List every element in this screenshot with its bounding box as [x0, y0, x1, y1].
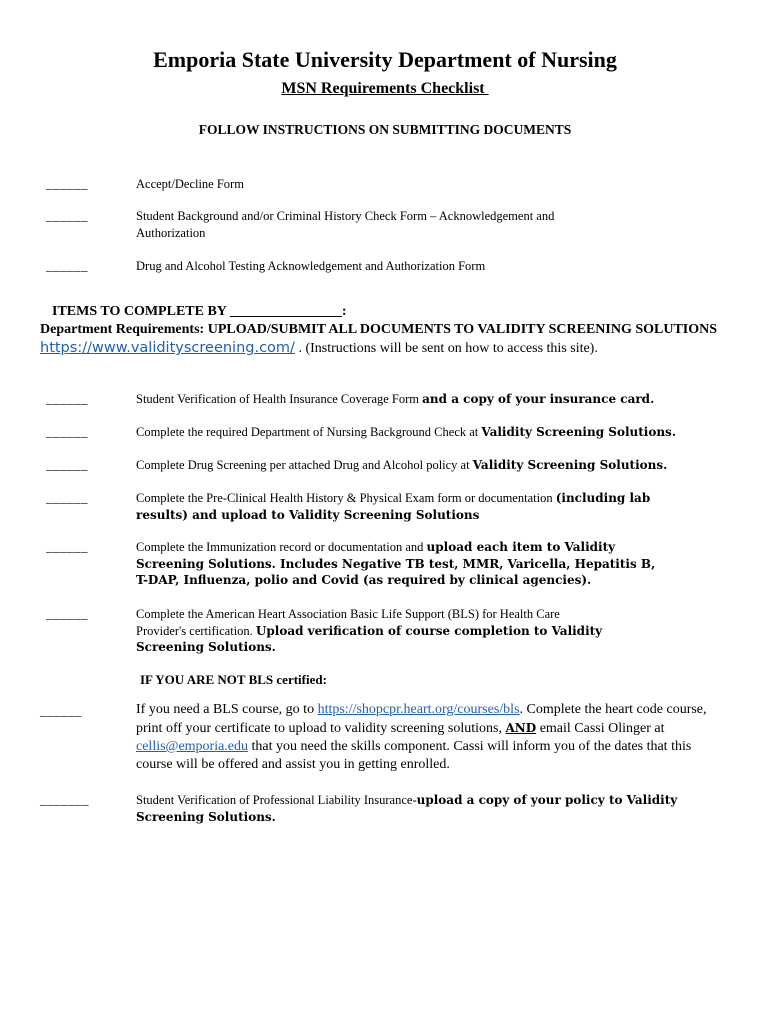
item-text: Complete the required Department of Nursing Background Check at — [136, 425, 482, 439]
item-bold-text: and a copy of your insurance card. — [422, 392, 655, 406]
and-emphasis: AND — [505, 721, 537, 735]
bls-text: . Complete the heart code course, print off your certificate to upload to validity screening solutions, — [136, 702, 707, 736]
item-text: Complete the Pre-Clinical Health History & Physical Exam form or documentation — [136, 491, 556, 505]
page-subtitle: MSN Requirements Checklist — [281, 80, 489, 97]
item-text: Complete the American Heart Association Basic Life Support (BLS) for Health Care Provider's certification. — [136, 607, 560, 638]
item-bold-text: Validity Screening Solutions. — [472, 458, 668, 472]
item-text: Complete Drug Screening per attached Drug and Alcohol policy at — [136, 458, 473, 472]
checkbox-blank: ______ — [46, 424, 88, 439]
checkbox-blank: ______ — [46, 391, 88, 406]
checkbox-blank: ______ — [46, 606, 88, 621]
bls-text: If you need a BLS course, go to — [136, 702, 318, 717]
checklist-item — [136, 792, 696, 825]
checklist-item: Student Background and/or Criminal History Check Form – Acknowledgement and Authorization — [136, 209, 555, 240]
validity-screening-link[interactable]: https://www.validityscreening.com/ — [40, 340, 295, 356]
checkbox-blank: ______ — [46, 176, 88, 191]
checkbox-blank: ______ — [46, 539, 88, 554]
bls-course-link[interactable]: https://shopcpr.heart.org/courses/bls — [317, 702, 520, 717]
checklist-item — [136, 424, 726, 441]
instruction-heading: FOLLOW INSTRUCTIONS ON SUBMITTING DOCUMENTS — [198, 122, 572, 137]
item-text: Complete the Immunization record or documentation and — [136, 540, 427, 554]
checklist-item: Drug and Alcohol Testing Acknowledgement and Authorization Form — [136, 259, 486, 273]
checklist-item: Accept/Decline Form — [136, 177, 244, 191]
checkbox-blank: ______ — [46, 208, 88, 223]
item-bold-text: upload each item to Validity Screening Solutions. Includes Negative TB test, MMR, Varicella, Hepatitis B, T-DAP, Influenza, polio and Covid (as required by clinical agencies). — [136, 540, 656, 587]
checkbox-blank: _______ — [40, 792, 89, 807]
items-to-complete-heading: ITEMS TO COMPLETE BY ________________: — [52, 304, 347, 319]
checklist-item — [136, 539, 661, 589]
item-bold-text: Validity Screening Solutions. — [481, 425, 676, 439]
checklist-item — [136, 490, 666, 523]
checkbox-blank: ______ — [46, 457, 88, 472]
bls-text: that you need the skills component. Cassi will inform you of the dates that this course will be offered and assist you in getting enrolled. — [136, 739, 692, 772]
checklist-item — [136, 606, 606, 656]
department-requirements — [40, 321, 720, 358]
item-text: Student Verification of Health Insurance Coverage Form — [136, 392, 423, 406]
item-text: Student Verification of Professional Liability Insurance- — [136, 793, 417, 807]
item-bold-text: upload a copy of your policy to Validity Screening Solutions. — [136, 793, 678, 824]
checkbox-blank: ______ — [40, 703, 82, 718]
checklist-item — [136, 457, 726, 474]
checklist-item — [136, 391, 726, 408]
item-bold-text: Upload verification of course completion to Validity Screening Solutions. — [136, 623, 603, 654]
checkbox-blank: ______ — [46, 258, 88, 273]
bls-instructions — [136, 701, 716, 774]
bls-text: email Cassi Olinger at — [536, 721, 665, 736]
page-title: Emporia State University Department of Nursing — [153, 47, 617, 72]
checkbox-blank: ______ — [46, 490, 88, 505]
bls-heading: IF YOU ARE NOT BLS certified: — [140, 672, 327, 687]
department-requirements-note: . (Instructions will be sent on how to access this site). — [294, 341, 598, 356]
item-bold-text: (including lab results) and upload to Validity Screening Solutions — [136, 491, 651, 522]
department-requirements-bold: Department Requirements: UPLOAD/SUBMIT ALL DOCUMENTS TO VALIDITY SCREENING SOLUTIONS — [40, 322, 718, 337]
email-link[interactable]: cellis@emporia.edu — [136, 739, 249, 754]
